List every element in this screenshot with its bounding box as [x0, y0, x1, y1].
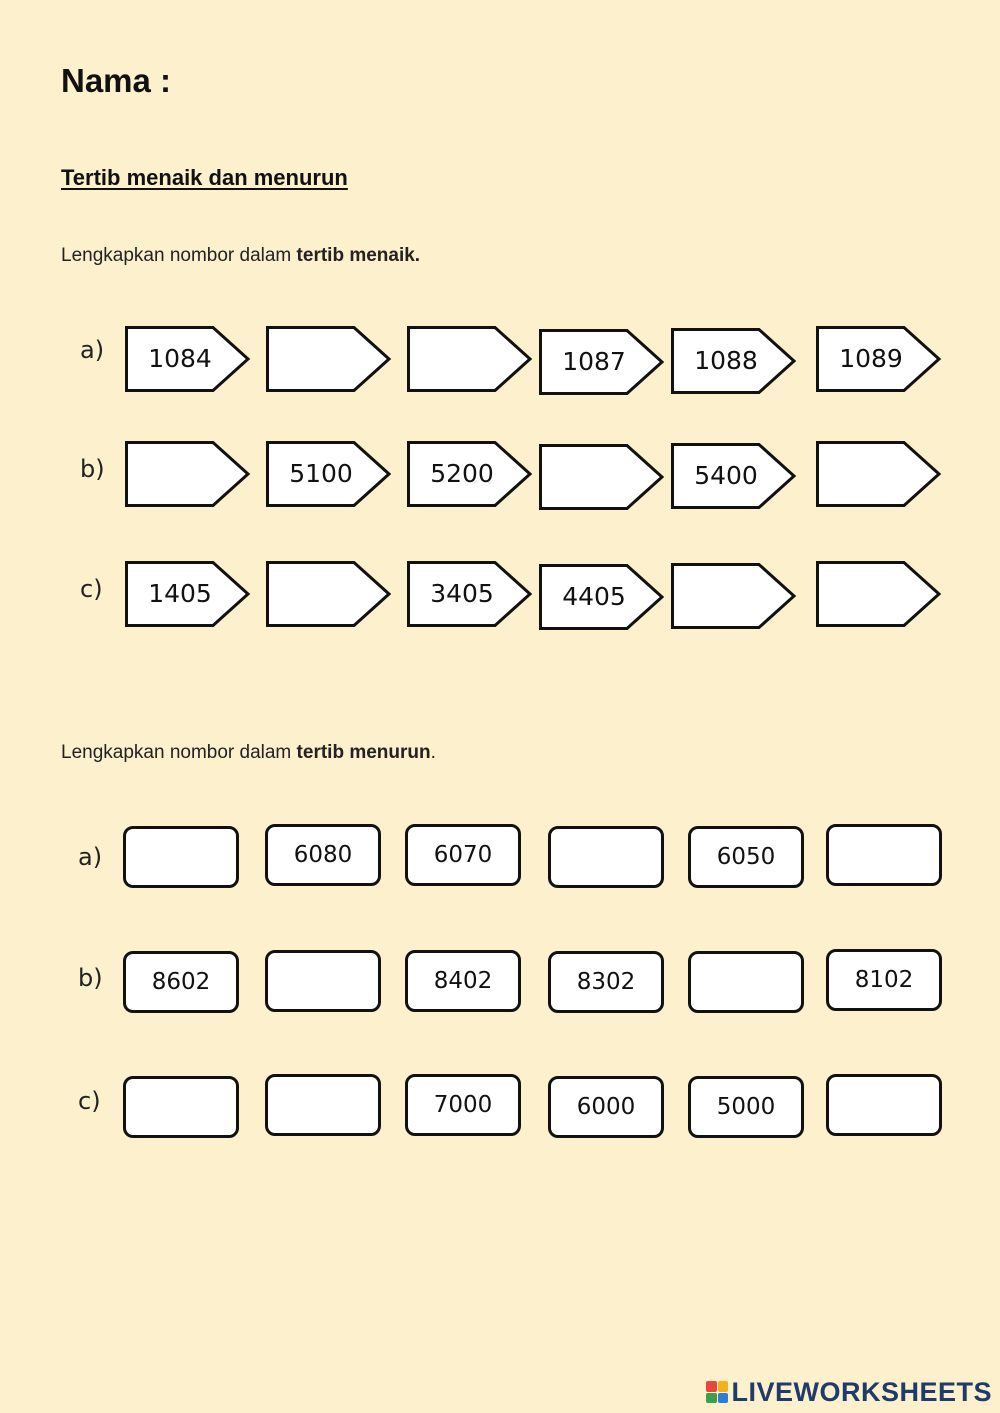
ascending-number-tag	[407, 326, 533, 394]
ascending-number-tag	[266, 561, 392, 629]
descending-number-box	[265, 824, 381, 886]
answer-input[interactable]	[675, 563, 777, 629]
given-number: 6080	[293, 842, 353, 868]
descending-number-box	[405, 1074, 521, 1136]
answer-input[interactable]	[820, 561, 922, 627]
descending-number-box	[548, 951, 664, 1013]
worksheet-heading: Tertib menaik dan menurun	[61, 165, 348, 190]
ascending-number-tag	[539, 564, 665, 632]
name-label: Nama :	[61, 62, 172, 99]
answer-input[interactable]	[268, 1077, 378, 1133]
answer-input[interactable]	[691, 954, 801, 1010]
answer-input[interactable]	[270, 561, 372, 627]
descending-number-box	[123, 826, 239, 888]
logo-square	[718, 1381, 729, 1392]
given-number: 1087	[562, 347, 626, 376]
given-number: 5200	[430, 459, 494, 488]
descending-row-label: a)	[78, 843, 103, 871]
ascending-number-tag	[816, 326, 942, 394]
ascending-number-tag	[125, 561, 251, 629]
answer-input[interactable]	[126, 1079, 236, 1135]
given-number: 1088	[694, 346, 758, 375]
descending-number-box	[688, 826, 804, 888]
ascending-number-tag	[125, 441, 251, 509]
given-number: 6050	[716, 844, 776, 870]
descending-number-box	[405, 824, 521, 886]
answer-input[interactable]	[129, 441, 231, 507]
logo-square	[706, 1381, 717, 1392]
ascending-number-tag	[407, 441, 533, 509]
descending-number-box	[688, 951, 804, 1013]
answer-input[interactable]	[829, 827, 939, 883]
given-number: 8402	[433, 968, 493, 994]
ascending-number-tag	[816, 441, 942, 509]
given-number: 6070	[433, 842, 493, 868]
answer-input[interactable]	[270, 326, 372, 392]
ascending-instruction	[61, 245, 420, 267]
given-number: 6000	[576, 1094, 636, 1120]
given-number: 1405	[148, 579, 212, 608]
descending-number-box	[265, 950, 381, 1012]
ascending-number-tag	[407, 561, 533, 629]
answer-input[interactable]	[268, 953, 378, 1009]
given-number: 5100	[289, 459, 353, 488]
descending-instruction	[61, 742, 436, 764]
descending-instruction-plain: Lengkapkan nombor dalam	[61, 742, 297, 763]
ascending-row-label: a)	[80, 336, 105, 364]
liveworksheets-logo	[706, 1377, 992, 1407]
ascending-number-tag	[671, 328, 797, 396]
descending-row-label: c)	[78, 1087, 101, 1115]
ascending-number-tag	[266, 326, 392, 394]
descending-number-box	[548, 1076, 664, 1138]
descending-number-box	[123, 951, 239, 1013]
ascending-row-label: b)	[80, 455, 105, 483]
descending-instruction-suffix: .	[430, 742, 436, 763]
given-number: 7000	[433, 1092, 493, 1118]
given-number: 1089	[839, 344, 903, 373]
ascending-number-tag	[266, 441, 392, 509]
descending-number-box	[826, 1074, 942, 1136]
descending-number-box	[405, 950, 521, 1012]
descending-number-box	[826, 824, 942, 886]
answer-input[interactable]	[829, 1077, 939, 1133]
descending-number-box	[123, 1076, 239, 1138]
logo-square	[706, 1393, 717, 1404]
answer-input[interactable]	[126, 829, 236, 885]
descending-row-label: b)	[78, 964, 103, 992]
answer-input[interactable]	[411, 326, 513, 392]
given-number: 8302	[576, 969, 636, 995]
given-number: 8102	[854, 967, 914, 993]
descending-number-box	[548, 826, 664, 888]
ascending-instruction-bold: tertib menaik.	[296, 245, 421, 266]
descending-number-box	[826, 949, 942, 1011]
ascending-number-tag	[671, 443, 797, 511]
answer-input[interactable]	[551, 829, 661, 885]
answer-input[interactable]	[543, 444, 645, 510]
ascending-number-tag	[539, 329, 665, 397]
given-number: 4405	[562, 582, 626, 611]
given-number: 1084	[148, 344, 212, 373]
given-number: 3405	[430, 579, 494, 608]
ascending-instruction-plain: Lengkapkan nombor dalam	[61, 245, 297, 266]
given-number: 5400	[694, 461, 758, 490]
ascending-number-tag	[671, 563, 797, 631]
descending-number-box	[688, 1076, 804, 1138]
ascending-number-tag	[125, 326, 251, 394]
ascending-number-tag	[816, 561, 942, 629]
liveworksheets-logo-text: LIVEWORKSHEETS	[731, 1376, 992, 1407]
descending-instruction-bold: tertib menurun	[296, 742, 431, 763]
given-number: 5000	[716, 1094, 776, 1120]
ascending-row-label: c)	[80, 575, 103, 603]
given-number: 8602	[151, 969, 211, 995]
descending-number-box	[265, 1074, 381, 1136]
ascending-number-tag	[539, 444, 665, 512]
liveworksheets-logo-icon	[706, 1381, 728, 1403]
logo-square	[718, 1393, 729, 1404]
answer-input[interactable]	[820, 441, 922, 507]
